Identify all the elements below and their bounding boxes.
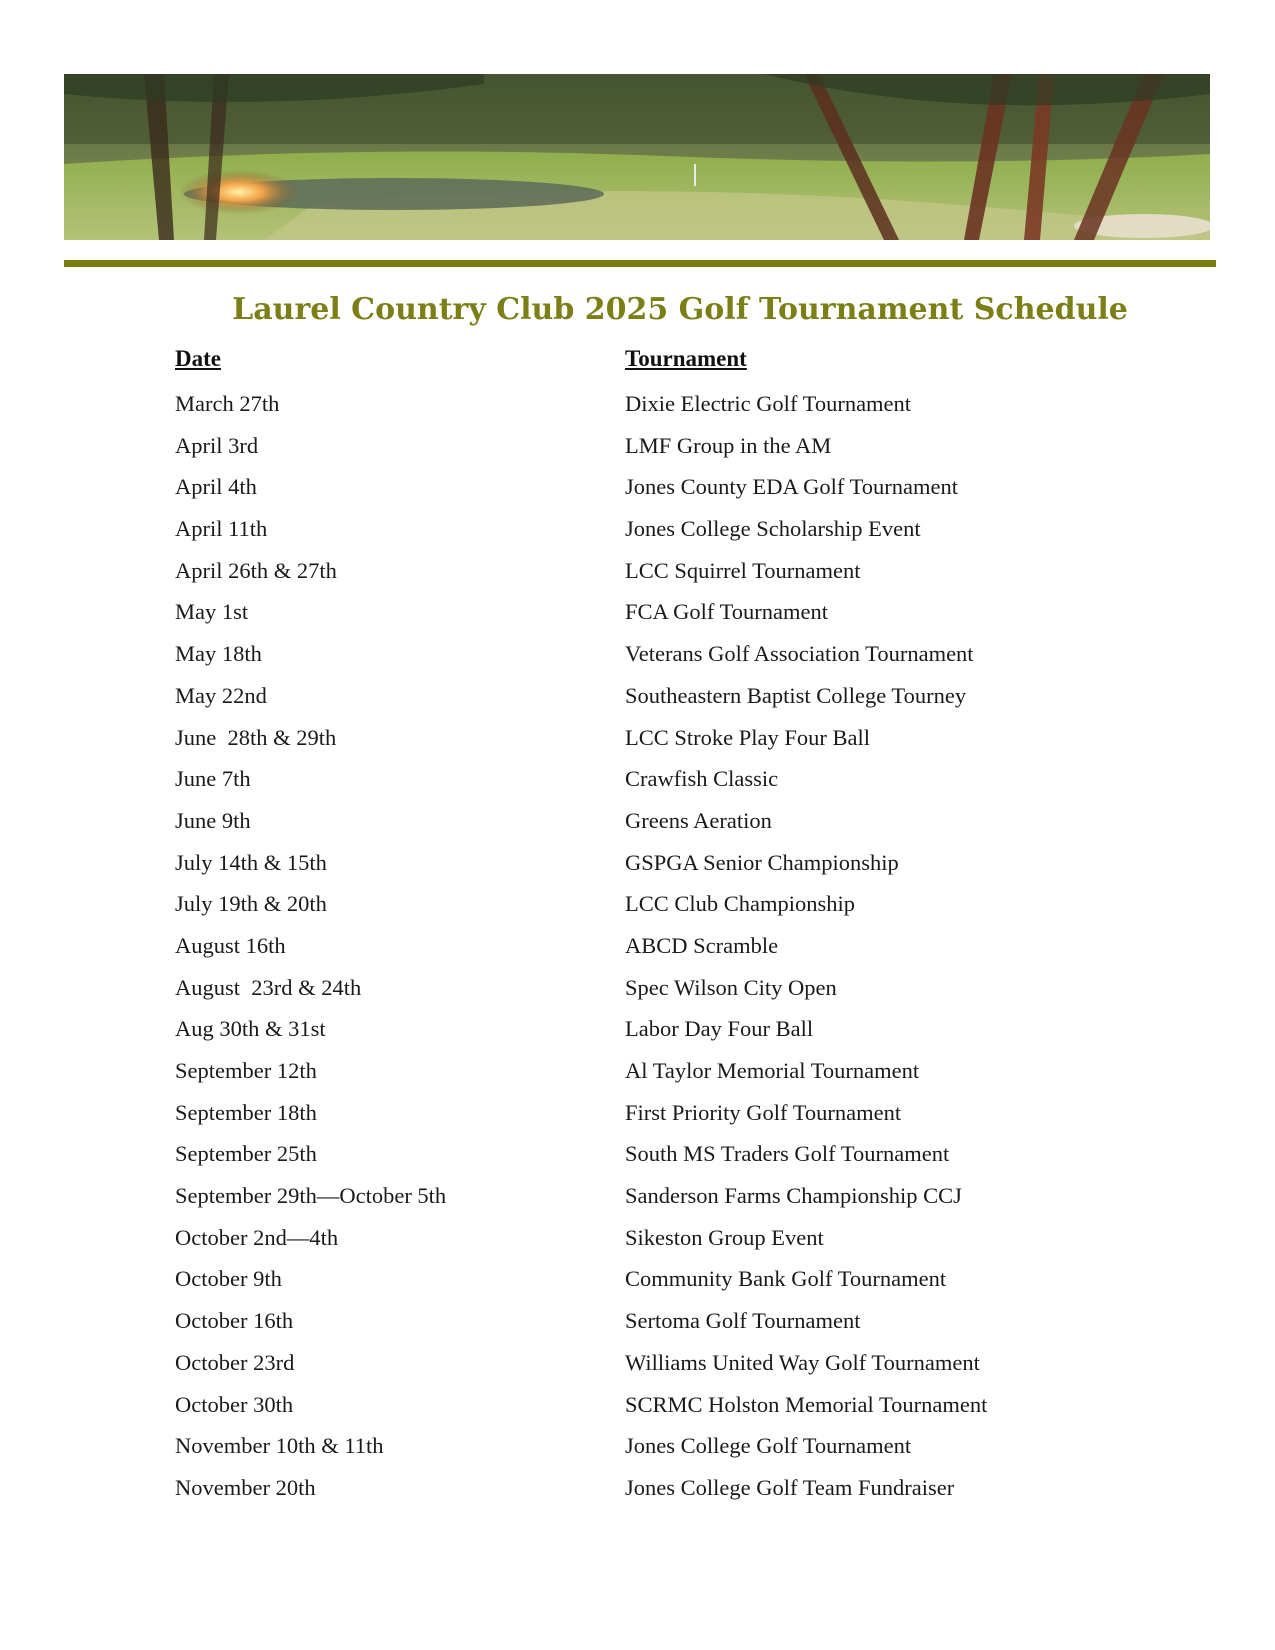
row-tournament: FCA Golf Tournament — [625, 599, 829, 625]
row-tournament: South MS Traders Golf Tournament — [625, 1141, 950, 1167]
row-tournament: Greens Aeration — [625, 807, 772, 833]
schedule-row — [0, 842, 1275, 884]
row-date: May 18th — [175, 641, 262, 667]
row-tournament: GSPGA Senior Championship — [625, 849, 899, 875]
row-date: November 10th & 11th — [175, 1433, 384, 1459]
schedule-row — [0, 675, 1275, 717]
row-date: March 27th — [175, 391, 280, 416]
row-tournament: SCRMC Holston Memorial Tournament — [625, 1391, 988, 1417]
row-date: September 29th—October 5th — [175, 1183, 447, 1209]
schedule-list — [0, 383, 1275, 1509]
row-tournament: Jones College Golf Tournament — [625, 1433, 912, 1459]
row-date: November 20th — [175, 1474, 316, 1500]
schedule-row — [0, 717, 1275, 759]
row-date: May 22nd — [175, 682, 267, 708]
row-tournament: Jones College Golf Team Fundraiser — [625, 1474, 955, 1500]
row-tournament: ABCD Scramble — [625, 932, 779, 958]
row-date: June 28th & 29th — [175, 724, 337, 750]
schedule-row — [0, 550, 1275, 592]
row-tournament: LCC Squirrel Tournament — [625, 557, 861, 583]
schedule-row — [0, 1217, 1275, 1259]
divider-rule — [64, 260, 1216, 267]
schedule-row — [0, 466, 1275, 508]
row-tournament: Community Bank Golf Tournament — [625, 1266, 947, 1292]
row-date: October 23rd — [175, 1349, 295, 1375]
row-date: August 16th — [175, 932, 286, 958]
schedule-row — [0, 1050, 1275, 1092]
row-date: June 7th — [175, 766, 251, 792]
row-tournament: Jones College Scholarship Event — [625, 516, 921, 542]
row-date: April 26th & 27th — [175, 557, 337, 583]
row-date: October 30th — [175, 1391, 294, 1417]
row-date: October 16th — [175, 1308, 294, 1334]
row-tournament: Veterans Golf Association Tournament — [625, 641, 974, 667]
row-date: April 11th — [175, 516, 268, 542]
schedule-row — [0, 383, 1275, 425]
schedule-row — [0, 633, 1275, 675]
row-date: May 1st — [175, 599, 249, 625]
schedule-row — [0, 800, 1275, 842]
row-date: April 4th — [175, 474, 257, 500]
schedule-row — [0, 1384, 1275, 1426]
schedule-row — [0, 1133, 1275, 1175]
row-tournament: LCC Stroke Play Four Ball — [625, 724, 871, 750]
row-tournament: Al Taylor Memorial Tournament — [625, 1058, 920, 1083]
tournament-column-header: Tournament — [625, 346, 747, 371]
row-date: Aug 30th & 31st — [175, 1016, 326, 1042]
row-date: July 14th & 15th — [175, 849, 327, 875]
schedule-row — [0, 1342, 1275, 1384]
schedule-row — [0, 425, 1275, 467]
row-date: September 12th — [175, 1058, 317, 1083]
row-tournament: Spec Wilson City Open — [625, 974, 837, 1000]
schedule-row — [0, 1425, 1275, 1467]
row-tournament: Crawfish Classic — [625, 766, 779, 792]
row-date: September 18th — [175, 1099, 317, 1125]
schedule-row — [0, 1300, 1275, 1342]
page-title: Laurel Country Club 2025 Golf Tournament Schedule — [232, 292, 1128, 327]
row-tournament: Sikeston Group Event — [625, 1224, 824, 1250]
row-tournament: Labor Day Four Ball — [625, 1016, 814, 1042]
schedule-row — [0, 758, 1275, 800]
schedule-row — [0, 1175, 1275, 1217]
schedule-row — [0, 883, 1275, 925]
schedule-row — [0, 1092, 1275, 1134]
row-date: July 19th & 20th — [175, 891, 327, 917]
row-tournament: Sanderson Farms Championship CCJ — [625, 1183, 962, 1209]
row-tournament: Sertoma Golf Tournament — [625, 1308, 861, 1334]
schedule-row — [0, 925, 1275, 967]
schedule-row — [0, 508, 1275, 550]
row-tournament: Southeastern Baptist College Tourney — [625, 682, 967, 708]
row-date: September 25th — [175, 1141, 317, 1167]
row-tournament: Jones County EDA Golf Tournament — [625, 474, 958, 500]
date-column-header: Date — [175, 346, 221, 371]
schedule-row — [0, 967, 1275, 1009]
row-date: August 23rd & 24th — [175, 974, 362, 1000]
row-tournament: First Priority Golf Tournament — [625, 1099, 902, 1125]
schedule-row — [0, 1467, 1275, 1509]
row-date: October 2nd—4th — [175, 1224, 339, 1250]
row-tournament: Dixie Electric Golf Tournament — [625, 391, 912, 416]
row-tournament: LCC Club Championship — [625, 891, 856, 917]
schedule-row — [0, 591, 1275, 633]
row-tournament: LMF Group in the AM — [625, 432, 832, 458]
row-tournament: Williams United Way Golf Tournament — [625, 1349, 980, 1375]
schedule-row — [0, 1258, 1275, 1300]
row-date: June 9th — [175, 807, 251, 833]
schedule-row — [0, 1008, 1275, 1050]
row-date: October 9th — [175, 1266, 282, 1292]
golf-course-banner-image — [64, 74, 1210, 240]
row-date: April 3rd — [175, 432, 259, 458]
